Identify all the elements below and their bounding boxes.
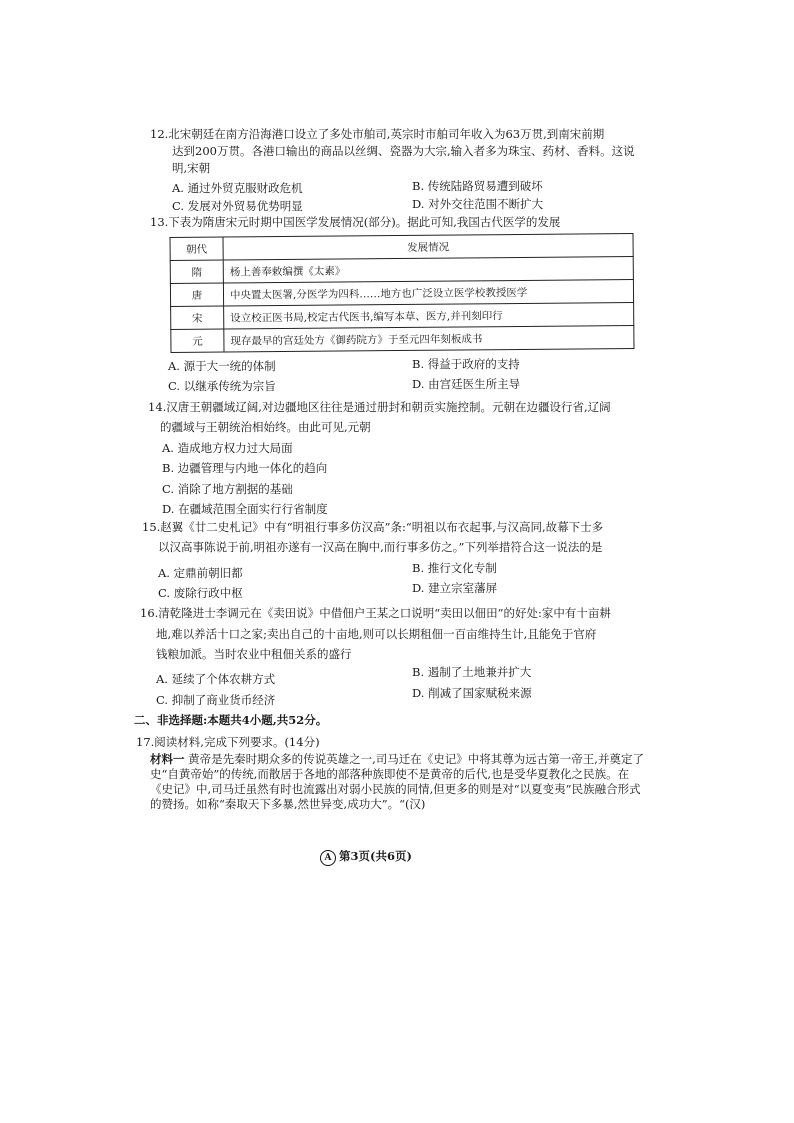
q12-option-b: B. 传统陆路贸易遭到破坏	[412, 179, 543, 193]
table-cell-dynasty: 唐	[170, 283, 223, 306]
q15-line2: 以汉高事陈说于前,明祖亦遂有一汉高在胸中,而行事多仿之。”下列举措符合这一说法的是	[158, 540, 603, 554]
q13-stem: 13.下表为隋唐宋元时期中国医学发展情况(部分)。据此可知,我国古代医学的发展	[150, 215, 561, 229]
q14-line2: 的疆域与王朝统治相始终。由此可见,元朝	[160, 420, 371, 434]
material-text: 黄帝是先秦时期众多的传说英雄之一,司马迁在《史记》中将其尊为远古第一帝王,并奠定了史“自黄帝始”的传统,而散居于各地的部落种族即使不是黄帝的后代,也是受华夏教化之民族。在《史记》中,司马迁虽然有时也流露出对弱小民族的同情,但更多的则是对“以夏变夷”民族融合形式的赞扬。如称“秦取天下多暴,然世异变,成功大”。“(汉)	[150, 752, 644, 811]
q13-option-c: C. 以继承传统为宗旨	[168, 379, 276, 393]
q12-line1: 12.北宋朝廷在南方沿海港口设立了多处市舶司,英宗时市舶司年收入为63万贯,到南宋前期	[150, 127, 605, 141]
section-heading: 二、非选择题:本题共4小题,共52分。	[134, 713, 328, 727]
q17-material	[150, 752, 650, 812]
q16-option-a: A. 延续了个体农耕方式	[156, 672, 276, 686]
q15-option-b: B. 推行文化专制	[412, 561, 497, 575]
q15-option-a: A. 定鼎前朝旧都	[158, 566, 243, 580]
q16-option-b: B. 遏制了土地兼并扩大	[412, 665, 532, 679]
table-cell-development: 现存最早的宫廷处方《御药院方》于至元四年刻板成书	[224, 325, 634, 352]
q15-option-c: C. 废除行政中枢	[158, 586, 243, 600]
q12-line3: 明,宋朝	[172, 161, 211, 175]
medicine-table	[170, 233, 635, 353]
page-footer	[320, 848, 412, 866]
q12-option-a: A. 通过外贸克服财政危机	[172, 181, 303, 195]
q14-option-c: C. 消除了地方割据的基础	[162, 482, 293, 496]
q16-line1: 16.清乾隆进士李调元在《卖田说》中借佃户王某之口说明“卖田以佃田”的好处:家中有十亩耕	[140, 606, 611, 620]
table-cell-dynasty: 隋	[170, 260, 223, 283]
q16-line2: 地,难以养活十口之家;卖出自己的十亩地,则可以长期租佃一百亩维持生计,且能免于官府	[156, 627, 597, 641]
q16-option-c: C. 抑制了商业货币经济	[156, 693, 276, 707]
table-cell-development: 设立校正医书局,校定古代医书,编写本草、医方,并刊刻印行	[224, 302, 634, 329]
table-header-dynasty: 朝代	[170, 237, 223, 260]
q15-option-d: D. 建立宗室藩屏	[412, 581, 498, 595]
q14-option-d: D. 在疆域范围全面实行行省制度	[162, 502, 328, 516]
q14-option-a: A. 造成地方权力过大局面	[162, 441, 293, 455]
version-badge: A	[320, 850, 336, 866]
q15-line1: 15.赵翼《廿二史札记》中有“明祖行事多仿汉高”条:“明祖以布衣起事,与汉高同,故幕下士多	[142, 520, 604, 534]
material-label: 材料一	[150, 752, 185, 766]
q12-line2: 达到200万贯。各港口输出的商品以丝绸、瓷器为大宗,输入者多为珠宝、药材、香料。这说	[172, 144, 635, 158]
q13-option-a: A. 源于大一统的体制	[168, 359, 276, 373]
table-cell-dynasty: 元	[171, 329, 224, 352]
table-cell-development: 中央置太医署,分医学为四科……地方也广泛设立医学校教授医学	[223, 279, 633, 306]
q17-stem: 17.阅读材料,完成下列要求。(14分)	[136, 735, 320, 749]
q12-option-d: D. 对外交往范围不断扩大	[412, 197, 544, 211]
q14-option-b: B. 边疆管理与内地一体化的趋向	[162, 461, 328, 475]
q13-option-d: D. 由宫廷医生所主导	[412, 377, 521, 391]
table-cell-dynasty: 宋	[171, 306, 224, 329]
q16-option-d: D. 削减了国家赋税来源	[412, 686, 532, 700]
table-row	[171, 325, 634, 352]
q16-line3: 钱粮加派。当时农业中租佃关系的盛行	[156, 647, 352, 661]
table-cell-development: 杨上善奉敕编撰《太素》	[223, 256, 633, 283]
page-number: 第3页(共6页)	[339, 849, 412, 863]
table-header-development: 发展情况	[223, 233, 633, 260]
q12-option-c: C. 发展对外贸易优势明显	[172, 199, 303, 213]
q13-option-b: B. 得益于政府的支持	[412, 357, 520, 371]
q14-line1: 14.汉唐王朝疆域辽阔,对边疆地区往往是通过册封和朝贡实施控制。元朝在边疆设行省,辽阔	[148, 400, 611, 414]
